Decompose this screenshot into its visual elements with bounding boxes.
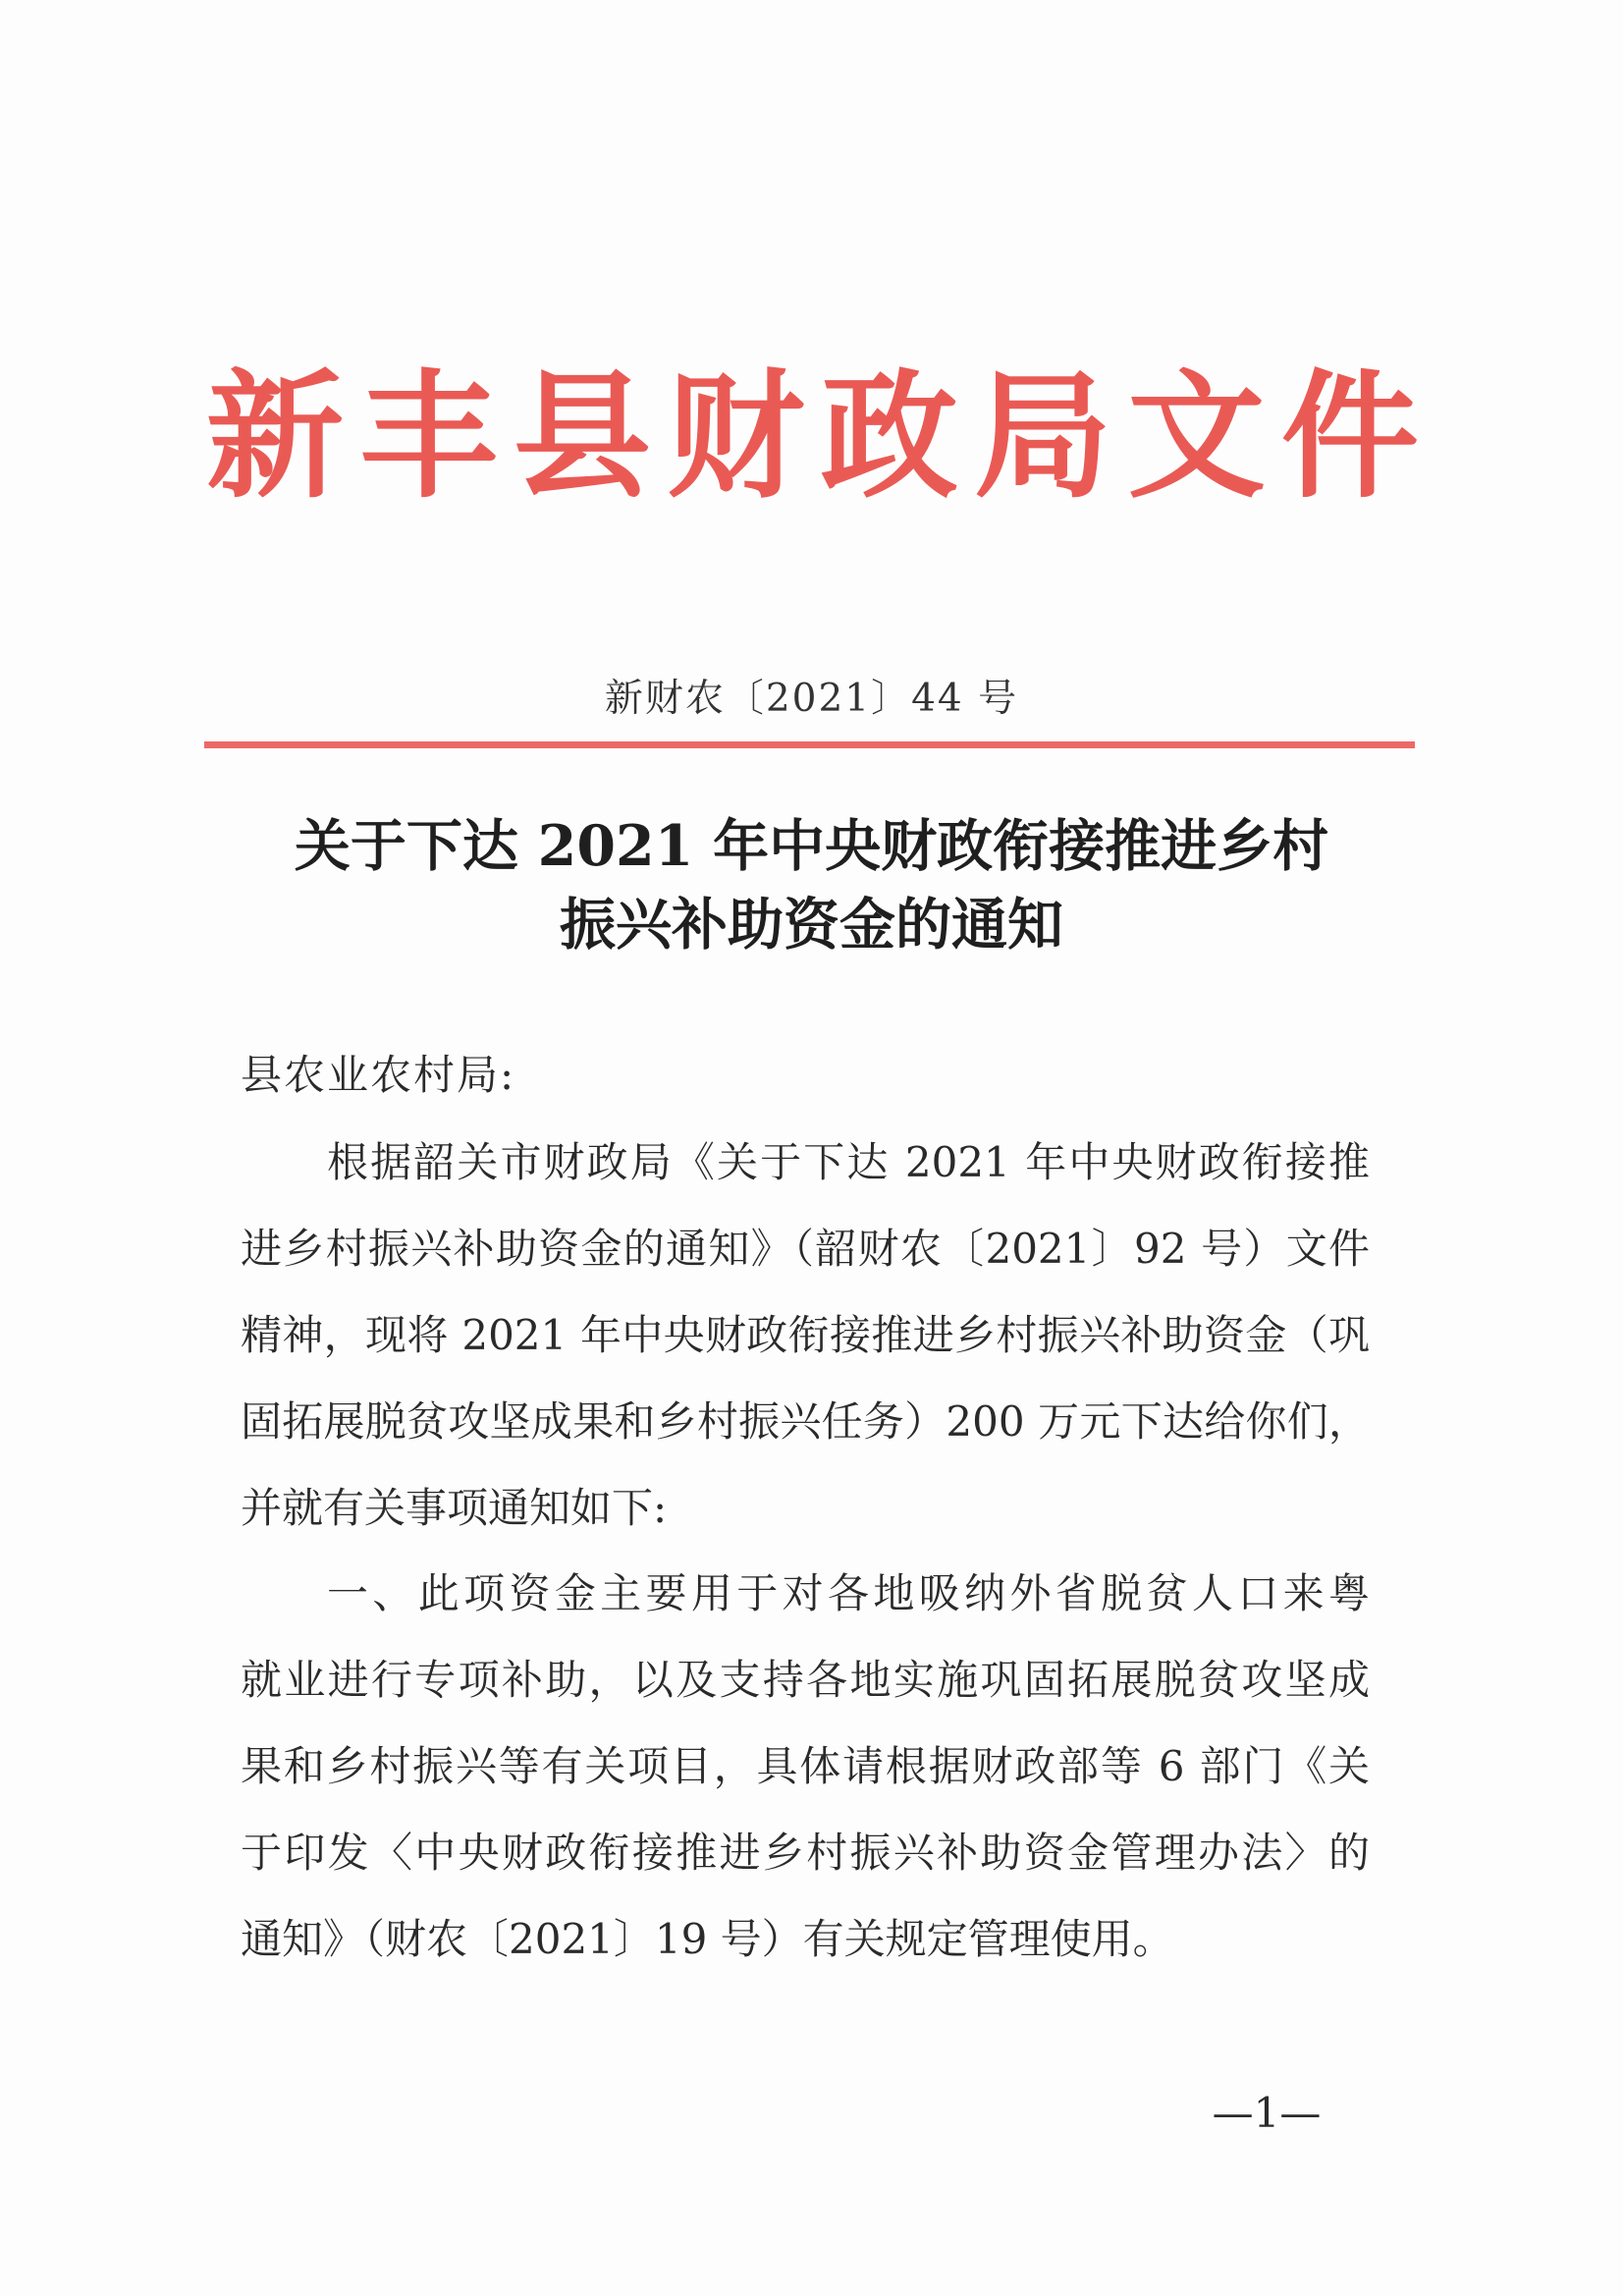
notice-title-line-2: 振兴补助资金的通知 (560, 892, 1063, 957)
paragraph-line: 于印发〈中央财政衔接推进乡村振兴补助资金管理办法〉的 (241, 1829, 1370, 1877)
body-paragraph-1 (241, 1120, 1370, 1552)
header-char: 局 (974, 356, 1112, 518)
page-number: —1— (1212, 2089, 1322, 2137)
body-paragraph-2 (241, 1551, 1370, 1983)
header-char: 丰 (359, 356, 498, 518)
red-divider-line (204, 741, 1415, 748)
paragraph-line: 并就有关事项通知如下: (241, 1484, 668, 1532)
header-char: 县 (513, 356, 651, 518)
issuing-authority-header (201, 354, 1424, 520)
header-char: 件 (1280, 356, 1419, 518)
notice-title (0, 807, 1623, 964)
header-char: 政 (820, 356, 958, 518)
paragraph-line: 固拓展脱贫攻坚成果和乡村振兴任务）200 万元下达给你们， (241, 1397, 1370, 1446)
header-char: 文 (1127, 356, 1266, 518)
notice-title-line-1: 关于下达 2021 年中央财政衔接推进乡村 (294, 813, 1329, 879)
paragraph-line: 就业进行专项补助，以及支持各地实施巩固拓展脱贫攻坚成 (241, 1656, 1370, 1704)
paragraph-line: 一、此项资金主要用于对各地吸纳外省脱贫人口来粤 (327, 1569, 1370, 1617)
salutation: 县农业农村局: (241, 1051, 516, 1099)
paragraph-line: 进乡村振兴补助资金的通知》（韶财农〔2021〕92 号）文件 (241, 1225, 1370, 1273)
header-char: 新 (205, 356, 344, 518)
paragraph-line: 果和乡村振兴等有关项目，具体请根据财政部等 6 部门《关 (241, 1742, 1370, 1790)
paragraph-line: 精神，现将 2021 年中央财政衔接推进乡村振兴补助资金（巩 (241, 1311, 1370, 1359)
header-char: 财 (667, 356, 805, 518)
document-number: 新财农〔2021〕44 号 (604, 677, 1019, 721)
paragraph-line: 根据韶关市财政局《关于下达 2021 年中央财政衔接推 (327, 1138, 1370, 1186)
paragraph-line: 通知》（财农〔2021〕19 号）有关规定管理使用。 (241, 1915, 1174, 1963)
